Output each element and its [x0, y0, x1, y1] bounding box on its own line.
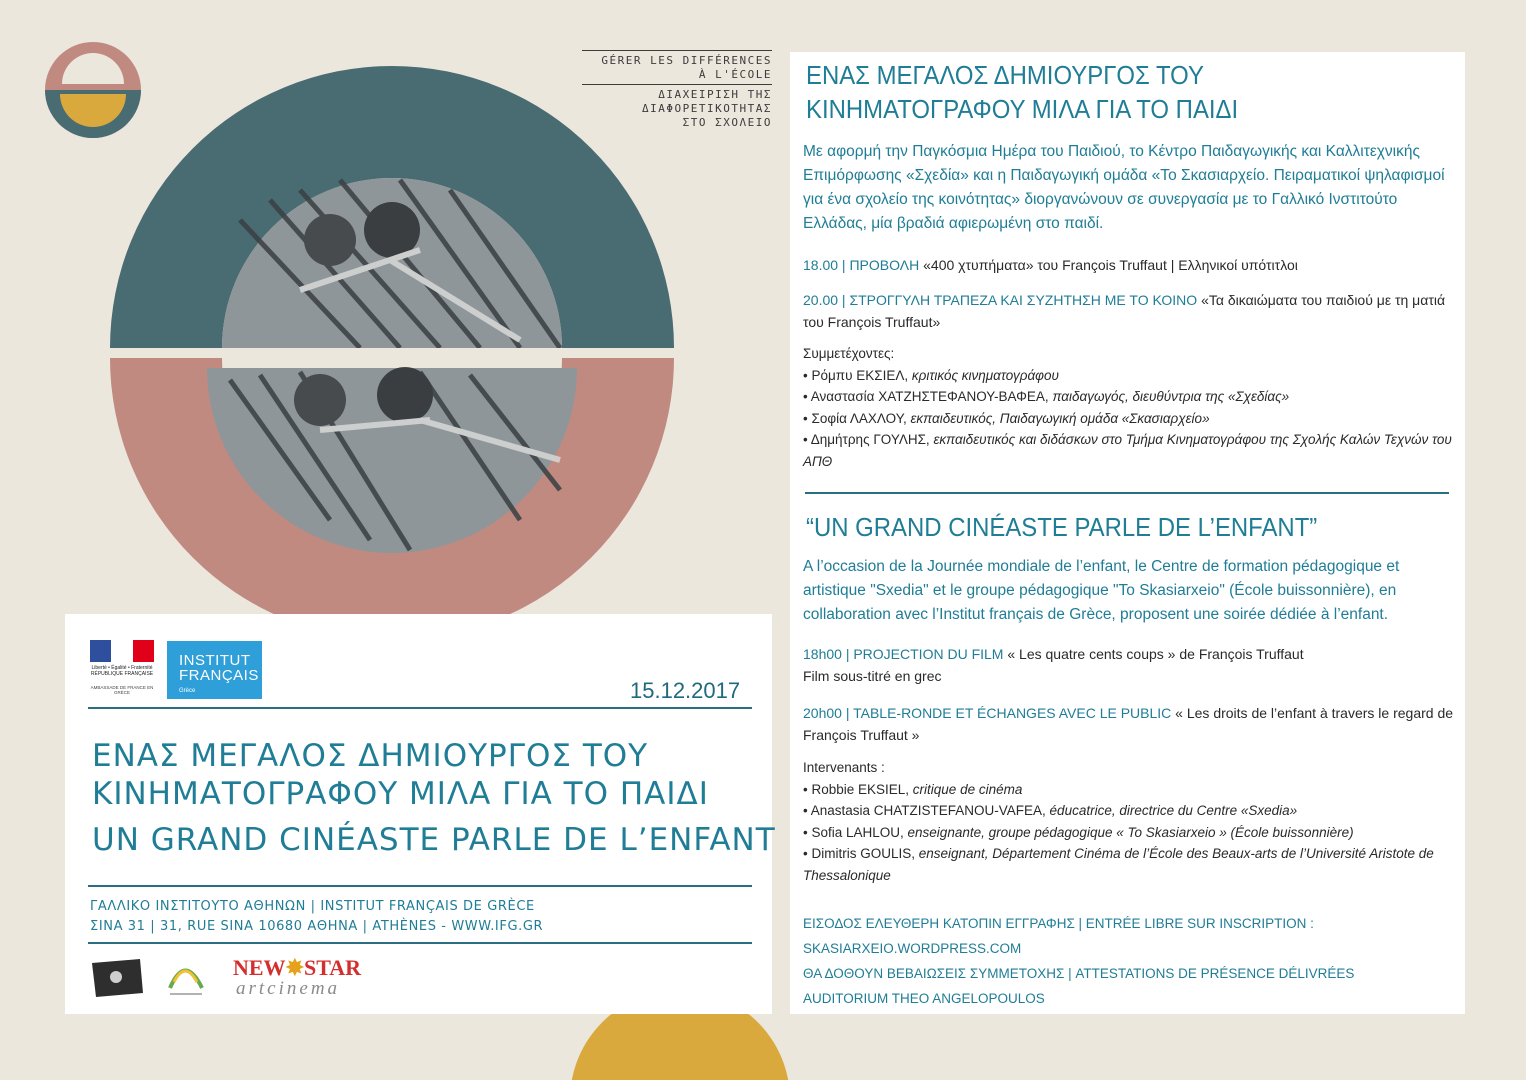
event-date: 15.12.2017	[630, 678, 741, 703]
gr-intro: Με αφορμή την Παγκόσμια Ημέρα του Παιδιού, το Κέντρο Παιδαγωγικής και Καλλιτεχνικής Επιμόρφωσης «Σχεδία» και η Παιδαγωγική ομάδα «Το Σκασιαρχείο. Πειραματικοί ψηλαφισμοί για ένα σχολείο της κοινότητας» διοργανώνουν σε συνεργασία με το Γαλλικό Ινστιτούτο Ελλάδας, μία βραδιά αφιερωμένη στο παιδί.	[803, 143, 1445, 232]
participant-role: κριτικός κινηματογράφου	[911, 367, 1059, 383]
tagline	[582, 50, 772, 130]
gr-event-2-text: «Τα δικαιώματα του παιδιού με τη ματιά του François Truffaut»	[803, 292, 1446, 330]
fr-event-1-text: « Les quatre cents coups » de François Truffaut	[1003, 646, 1304, 662]
rf-logo-text: Liberté • Égalité • Fraternité RÉPUBLIQUE FRANÇAISE	[90, 665, 154, 677]
fr-participant	[803, 800, 1458, 822]
participant-role: éducatrice, directrice du Centre «Sxedia»	[1049, 803, 1298, 818]
if-logo-sub: Grèce	[179, 688, 196, 694]
gr-event-2	[803, 289, 1453, 333]
if-logo-line2: FRANÇAIS	[179, 667, 259, 684]
footer-entry-text: ΕΙΣΟΔΟΣ ΕΛΕΥΘΕΡΗ ΚΑΤΟΠΙΝ ΕΓΓΡΑΦΗΣ | ENTRÉE LIBRE SUR INSCRIPTION :	[803, 916, 1314, 931]
rf-logo-sub: AMBASSADE DE FRANCE EN GRÈCE	[90, 685, 154, 695]
tagline-fr-1: GÉRER LES DIFFÉRENCES	[601, 54, 772, 67]
fr-event-2	[803, 702, 1453, 746]
address-line-1: ΓΑΛΛΙΚΟ ΙΝΣΤΙΤΟΥΤΟ ΑΘΗΝΩΝ | INSTITUT FRANÇAIS DE GRÈCE	[90, 899, 535, 914]
gr-event-1-head: 18.00 | ΠΡΟΒΟΛΗ	[803, 257, 920, 273]
gr-title-2: ΚΙΝΗΜΑΤΟΓΡΑΦΟΥ ΜΙΛΑ ΓΙΑ ΤΟ ΠΑΙΔΙ	[806, 94, 1239, 124]
participant-name: • Robbie EKSIEL,	[803, 781, 913, 797]
participant-name: • Αναστασία ΧΑΤΖΗΣΤΕΦΑΝΟΥ-ΒΑΦΕΑ,	[803, 389, 1053, 404]
if-logo-line1: INSTITUT	[179, 652, 251, 669]
star-icon: ✸	[285, 955, 304, 980]
registration-link[interactable]: SKASIARXEIO.WORDPRESS.COM	[803, 940, 1022, 956]
fr-participants-label: Intervenants :	[803, 760, 885, 775]
newstar-logo-text: NEW	[233, 955, 286, 980]
fr-participant	[803, 822, 1458, 844]
gr-participants	[803, 343, 1458, 472]
gr-event-2-head: 20.00 | ΣΤΡΟΓΓΥΛΗ ΤΡΑΠΕΖΑ ΚΑΙ ΣΥΖΗΤΗΣΗ ΜΕ ΤΟ ΚΟΙΝΟ	[803, 292, 1198, 308]
participant-role: παιδαγωγός, διευθύντρια της «Σχεδίας»	[1052, 389, 1290, 404]
fr-event-1	[803, 643, 1453, 687]
address-line-2: ΣΙΝΑ 31 | 31, RUE SINA 10680 ΑΘΗΝΑ | ATHÈNES - WWW.IFG.GR	[90, 919, 544, 934]
divider	[88, 707, 752, 709]
fr-participant	[803, 843, 1458, 886]
footer-certificates-text: ΘΑ ΔΟΘΟΥΝ ΒΕΒΑΙΩΣΕΙΣ ΣΥΜΜΕΤΟΧΗΣ | ATTESTATIONS DE PRÉSENCE DÉLIVRÉES	[803, 966, 1355, 981]
footer-entry	[803, 912, 1314, 961]
artcinema-text: artcinema	[236, 978, 341, 999]
footer-certificates	[803, 962, 1354, 1011]
newstar-logo-text-2: STAR	[304, 955, 362, 980]
fr-event-1-head: 18h00 | PROJECTION DU FILM	[803, 646, 1004, 662]
tagline-gr-2: ΔΙΑΦΟΡΕΤΙΚΟΤΗΤΑΣ	[642, 102, 772, 115]
gr-participant	[803, 365, 1458, 387]
participant-role: enseignant, Département Cinéma de l’École des Beaux-arts de l’Université Aristote de Thessalonique	[803, 846, 1434, 883]
participant-name: • Δημήτρης ΓΟΥΛΗΣ,	[803, 432, 934, 447]
poster-title-gr-2: ΚΙΝΗΜΑΤΟΓΡΑΦΟΥ ΜΙΛΑ ΓΙΑ ΤΟ ΠΑΙΔΙ	[92, 776, 709, 812]
fr-event-2-head: 20h00 | TABLE-RONDE ET ÉCHANGES AVEC LE PUBLIC	[803, 705, 1172, 721]
participant-name: • Σοφία ΛΑΧΛΟΥ,	[803, 410, 911, 426]
participant-role: εκπαιδευτικός, Παιδαγωγική ομάδα «Σκασιαρχείο»	[910, 410, 1210, 426]
fr-participants	[803, 757, 1458, 886]
sxedia-logo	[162, 948, 208, 1002]
tagline-gr-3: ΣΤΟ ΣΧΟΛΕΙΟ	[682, 116, 772, 129]
tagline-fr-2: À L'ÉCOLE	[698, 68, 772, 81]
fr-intro: A l’occasion de la Journée mondiale de l’enfant, le Centre de formation pédagogique et artistique "Sxedia" et le groupe pédagogique "To Skasiarxeio" (École buissonnière), en collaboration avec l’Institut français de Grèce, proposent une soirée dédiée à l’enfant.	[803, 558, 1400, 623]
gr-participant	[803, 429, 1458, 472]
fr-event-1-sub: Film sous-titré en grec	[803, 668, 942, 684]
republique-francaise-logo	[86, 640, 158, 702]
poster-title-fr: UN GRAND CINÉASTE PARLE DE L’ENFANT	[92, 822, 776, 858]
skasiarxeio-logo	[88, 955, 146, 999]
divider	[88, 942, 752, 944]
participant-name: • Ρόμπυ ΕΚΣΙΕΛ,	[803, 367, 912, 383]
gr-participant	[803, 386, 1458, 408]
divider	[805, 492, 1449, 494]
gr-event-1-text: «400 χτυπήματα» του François Truffaut | Ελληνικοί υπότιτλοι	[919, 257, 1298, 273]
gr-participants-label: Συμμετέχοντες:	[803, 346, 895, 361]
participant-name: • Anastasia CHATZISTEFANOU-VAFEA,	[803, 803, 1050, 818]
institut-francais-logo	[167, 641, 262, 699]
divider	[88, 885, 752, 887]
fr-participant	[803, 779, 1458, 801]
gr-participant	[803, 408, 1458, 430]
tagline-gr-1: ΔΙΑΧΕΙΡΙΣΗ ΤΗΣ	[658, 88, 772, 101]
participant-role: enseignante, groupe pédagogique « To Skasiarxeio » (École buissonnière)	[907, 824, 1354, 840]
gr-event-1	[803, 254, 1453, 276]
participant-role: critique de cinéma	[912, 781, 1023, 797]
participant-role: εκπαιδευτικός και διδάσκων στο Τμήμα Κινηματογράφου της Σχολής Καλών Τεχνών του ΑΠΘ	[803, 432, 1452, 469]
poster-title-gr-1: ΕΝΑΣ ΜΕΓΑΛΟΣ ΔΗΜΙΟΥΡΓΟΣ ΤΟΥ	[92, 738, 649, 774]
fr-event-2-text: « Les droits de l’enfant à travers le regard de François Truffaut »	[803, 705, 1454, 743]
participant-name: • Sofia LAHLOU,	[803, 824, 908, 840]
participant-name: • Dimitris GOULIS,	[803, 846, 919, 861]
gr-title-1: ΕΝΑΣ ΜΕΓΑΛΟΣ ΔΗΜΙΟΥΡΓΟΣ ΤΟΥ	[806, 60, 1204, 90]
small-circle-logo	[45, 42, 141, 138]
footer-venue: AUDITORIUM THEO ANGELOPOULOS	[803, 990, 1045, 1006]
fr-title: “UN GRAND CINÉASTE PARLE DE L’ENFANT”	[806, 512, 1318, 542]
